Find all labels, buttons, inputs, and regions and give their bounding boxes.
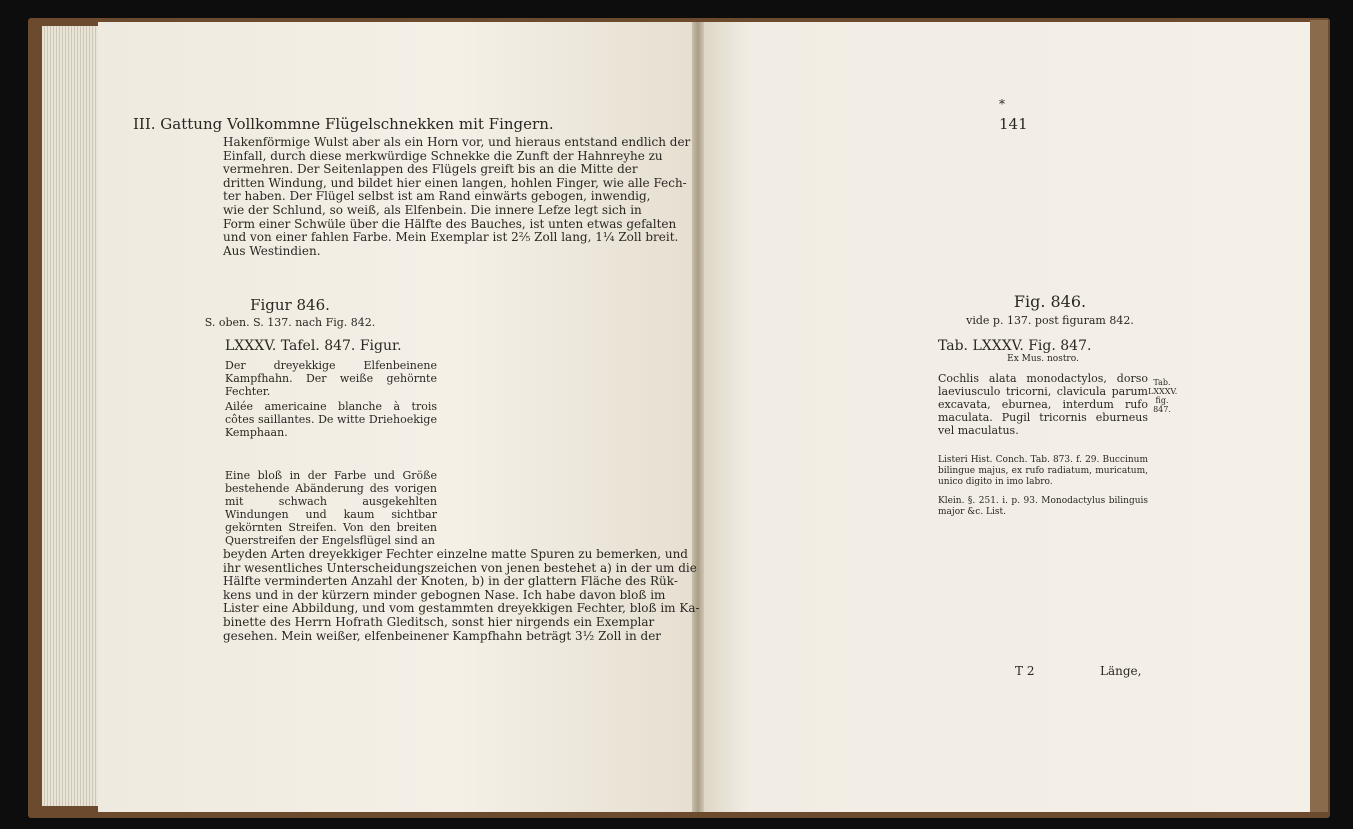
paragraph-2: [223, 548, 1133, 643]
latin-description: Cochlis alata monodactylos, dorso laeviusculo tricorni, clavicula parum excavata, eburnea, interdum rufo maculata. Pugil tricornis eburneus vel maculatus.: [938, 372, 1148, 437]
line: Hakenförmige Wulst aber als ein Horn vor, und hieraus entstand endlich der: [223, 135, 691, 149]
collection-note: Ex Mus. nostro.: [1007, 354, 1079, 364]
line: beyden Arten dreyekkiger Fechter einzelne matte Spuren zu bemerken, und: [223, 547, 688, 561]
left-column: [225, 340, 437, 549]
page-edges: [42, 26, 102, 806]
line: ihr wesentliches Unterscheidungszeichen von jenen bestehet a) in der um die: [223, 560, 697, 575]
reference-lister: Listeri Hist. Conch. Tab. 873. f. 29. Buccinum bilingue majus, ex rufo radiatum, muricatum, unico digito in imo labro.: [938, 455, 1148, 487]
catchword: Länge,: [1100, 664, 1142, 678]
signature-mark: T 2: [1015, 664, 1035, 678]
figure-846-german: [180, 296, 400, 329]
line: und von einer fahlen Farbe. Mein Exemplar ist 2⅖ Zoll lang, 1¼ Zoll breit.: [223, 230, 679, 245]
line: Hälfte verminderten Anzahl der Knoten, b) in der glattern Fläche des Rük-: [223, 574, 678, 589]
french-dutch-names: Ailée americaine blanche à trois côtes saillantes. De witte Driehoekige Kemphaan.: [225, 400, 437, 439]
paragraph-1: [223, 136, 1133, 258]
figure-846-latin: [950, 292, 1150, 327]
figure-subtitle: S. oben. S. 137. nach Fig. 842.: [204, 316, 376, 329]
line: Lister eine Abbildung, und vom gestammten dreyekkigen Fechter, bloß im Ka-: [223, 601, 700, 616]
line: dritten Windung, und bildet hier einen langen, hohlen Finger, wie alle Fech-: [223, 175, 687, 190]
figure-subtitle: vide p. 137. post figuram 842.: [966, 314, 1134, 327]
running-head: [133, 97, 1028, 133]
line: Aus Westindien.: [223, 243, 321, 258]
plate-heading-german: LXXXV. Tafel. 847. Figur.: [225, 338, 402, 354]
references: [938, 455, 1148, 518]
page-number: 141: [999, 115, 1028, 133]
line: ter haben. Der Flügel selbst ist am Rand einwärts gebogen, inwendig,: [223, 189, 651, 204]
description-text: Eine bloß in der Farbe und Größe bestehende Abänderung des vorigen mit schwach ausgekehlten Windungen und kaum sichtbar gekörnten Streifen. Von den breiten Querstreifen der Engelsflügel sind an: [225, 469, 437, 547]
line: Form einer Schwüle über die Hälfte des Bauches, ist unten etwas gefalten: [223, 216, 677, 231]
species-name: Der dreyekkige Elfenbeinene Kampfhahn. Der weiße gehörnte Fechter.: [225, 359, 437, 398]
figure-title: Figur 846.: [250, 296, 330, 314]
line: gesehen. Mein weißer, elfenbeinener Kampfhahn beträgt 3½ Zoll in der: [223, 628, 662, 643]
line: kens und in der kürzern minder gebognen Nase. Ich habe davon bloß im: [223, 587, 666, 602]
plate-heading-latin: Tab. LXXXV. Fig. 847.: [938, 338, 1092, 354]
margin-note: Tab. LXXXV. fig. 847.: [1148, 378, 1178, 414]
line: vermehren. Der Seitenlappen des Flügels greift bis an die Mitte der: [223, 162, 638, 177]
reference-klein: Klein. §. 251. i. p. 93. Monodactylus bilinguis major &c. List.: [938, 496, 1148, 517]
running-head-title: III. Gattung Vollkommne Flügelschnekken mit Fingern.: [133, 115, 554, 133]
right-column: [938, 340, 1148, 526]
figure-title: Fig. 846.: [1013, 292, 1087, 311]
line: binette des Herrn Hofrath Gleditsch, sonst hier nirgends ein Exemplar: [223, 614, 655, 629]
line: Einfall, durch diese merkwürdige Schnekke die Zunft der Hahnreyhe zu: [223, 148, 663, 163]
star-mark: *: [999, 97, 1005, 111]
cover-edge-right: [1310, 20, 1328, 812]
line: wie der Schlund, so weiß, als Elfenbein. Die innere Lefze legt sich in: [223, 202, 642, 217]
